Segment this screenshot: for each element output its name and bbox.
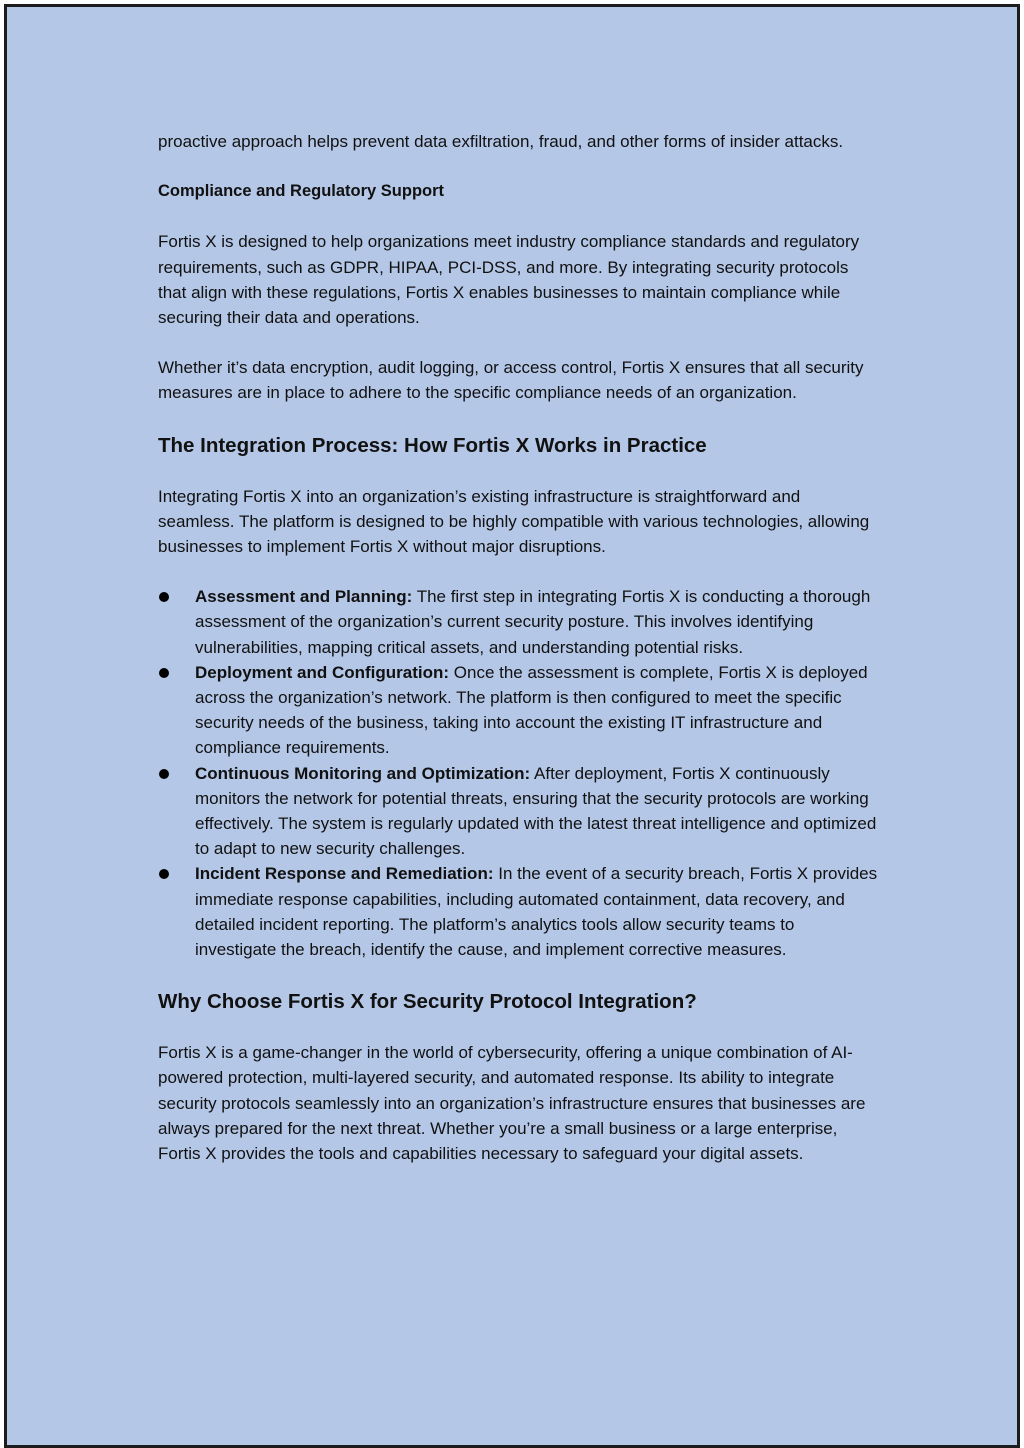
bullet-icon <box>159 869 169 879</box>
compliance-heading: Compliance and Regulatory Support <box>158 182 445 201</box>
document-body <box>158 129 878 1166</box>
bullet-icon <box>159 592 169 602</box>
document-page <box>4 4 1020 1448</box>
step-text: After deployment, Fortis X continuously monitors the network for potential threats, ensuring that the security protocols are working effectively. The system is regularly updated with the latest threat intelligence and optimized to adapt to new security challenges. <box>195 763 877 859</box>
step-title: Assessment and Planning: <box>195 587 413 607</box>
integration-steps-list <box>158 584 878 962</box>
list-item <box>158 761 878 862</box>
step-title: Deployment and Configuration: <box>195 662 450 682</box>
intro-continuation: proactive approach helps prevent data exfiltration, fraud, and other forms of insider attacks. <box>158 132 844 151</box>
why-paragraph: Fortis X is a game-changer in the world of cybersecurity, offering a unique combination of AI-powered protection, multi-layered security, and automated response. Its ability to integrate security protocols seamlessly into an organization’s infrastructure ensures that businesses are always prepared for the next threat. Whether you’re a small business or a large enterprise, Fortis X provides the tools and capabilities necessary to safeguard your digital assets. <box>158 1043 866 1164</box>
list-item <box>158 584 878 660</box>
step-title: Incident Response and Remediation: <box>195 864 494 884</box>
step-text: In the event of a security breach, Fortis X provides immediate response capabilities, including automated containment, data recovery, and detailed incident reporting. The platform’s analytics tools allow security teams to investigate the breach, identify the cause, and implement corrective measures. <box>195 864 878 960</box>
compliance-paragraph-1: Fortis X is designed to help organizations meet industry compliance standards and regulatory requirements, such as GDPR, HIPAA, PCI-DSS, and more. By integrating security protocols that align with these regulations, Fortis X enables businesses to maintain compliance while securing their data and operations. <box>158 232 860 328</box>
list-item <box>158 861 878 962</box>
step-text: Once the assessment is complete, Fortis X is deployed across the organization’s network. The platform is then configured to meet the specific security needs of the business, taking into account the existing IT infrastructure and compliance requirements. <box>195 662 868 758</box>
step-text: The first step in integrating Fortis X is conducting a thorough assessment of the organization’s current security posture. This involves identifying vulnerabilities, mapping critical assets, and understanding potential risks. <box>195 587 871 657</box>
integration-paragraph: Integrating Fortis X into an organization’s existing infrastructure is straightforward and seamless. The platform is designed to be highly compatible with various technologies, allowing businesses to implement Fortis X without major disruptions. <box>158 486 870 557</box>
why-heading: Why Choose Fortis X for Security Protocol Integration? <box>158 990 697 1014</box>
list-item <box>158 660 878 761</box>
compliance-paragraph-2: Whether it’s data encryption, audit logging, or access control, Fortis X ensures that all security measures are in place to adhere to the specific compliance needs of an organization. <box>158 358 864 403</box>
bullet-icon <box>159 769 169 779</box>
step-title: Continuous Monitoring and Optimization: <box>195 763 531 783</box>
integration-heading: The Integration Process: How Fortis X Works in Practice <box>158 433 707 457</box>
bullet-icon <box>159 668 169 678</box>
